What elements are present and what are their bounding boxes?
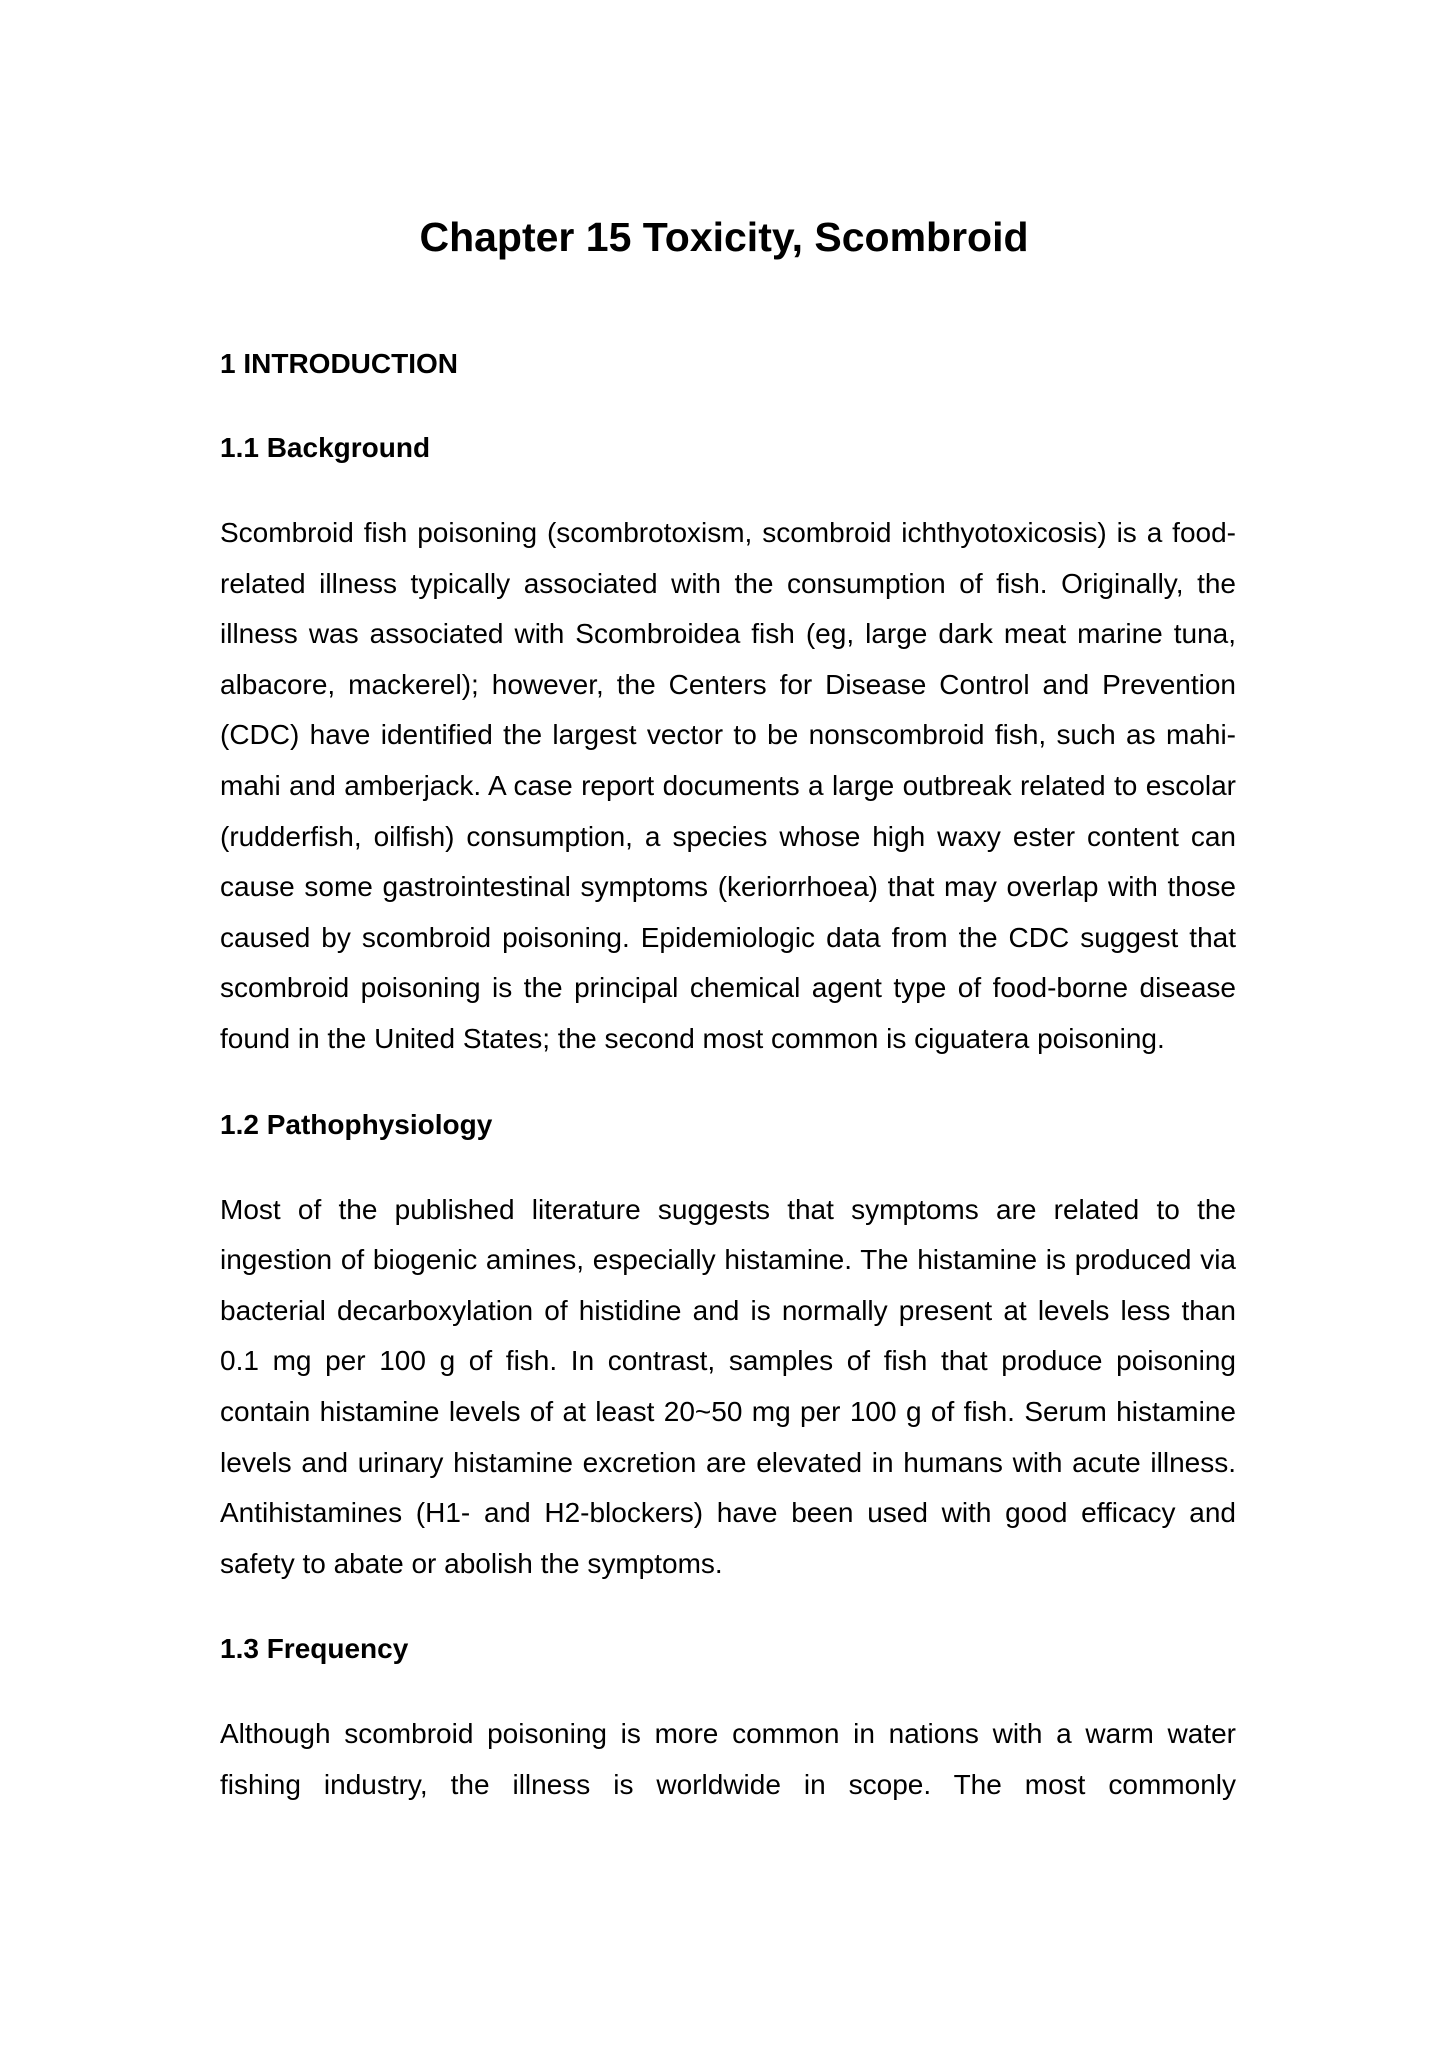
subsection-heading-frequency: 1.3 Frequency (220, 1633, 409, 1665)
paragraph-background: Scombroid fish poisoning (scombrotoxism, scombroid ichthyotoxicosis) is a food-related illness typically associated with the consumption of fish. Originally, the illness was associated with Scombroidea fish (eg, large dark meat marine tuna, albacore, mackerel); however, the Centers for Disease Control and Prevention (CDC) have identified the largest vector to be nonscombroid fish, such as mahi-mahi and amberjack. A case report documents a large outbreak related to escolar (rudderfish, oilfish) consumption, a species whose high waxy ester content can cause some gastrointestinal symptoms (keriorrhoea) that may overlap with those caused by scombroid poisoning. Epidemiologic data from the CDC suggest that scombroid poisoning is the principal chemical agent type of food-borne disease found in the United States; the second most common is ciguatera poisoning. (220, 517, 1236, 1054)
chapter-title: Chapter 15 Toxicity, Scombroid (419, 214, 1029, 260)
paragraph-pathophysiology: Most of the published literature suggests that symptoms are related to the ingestion of biogenic amines, especially histamine. The histamine is produced via bacterial decarboxylation of histidine and is normally present at levels less than 0.1 mg per 100 g of fish. In contrast, samples of fish that produce poisoning contain histamine levels of at least 20~50 mg per 100 g of fish. Serum histamine levels and urinary histamine excretion are elevated in humans with acute illness. Antihistamines (H1- and H2-blockers) have been used with good efficacy and safety to abate or abolish the symptoms. (220, 1193, 1236, 1579)
paragraph-frequency: Although scombroid poisoning is more common in nations with a warm water fishing industry, the illness is worldwide in scope. The most commonly (220, 1718, 1236, 1800)
subsection-heading-pathophysiology: 1.2 Pathophysiology (220, 1108, 493, 1140)
subsection-heading-background: 1.1 Background (220, 432, 431, 463)
document-body (220, 340, 1236, 1846)
section-heading-introduction: 1 INTRODUCTION (220, 348, 458, 379)
